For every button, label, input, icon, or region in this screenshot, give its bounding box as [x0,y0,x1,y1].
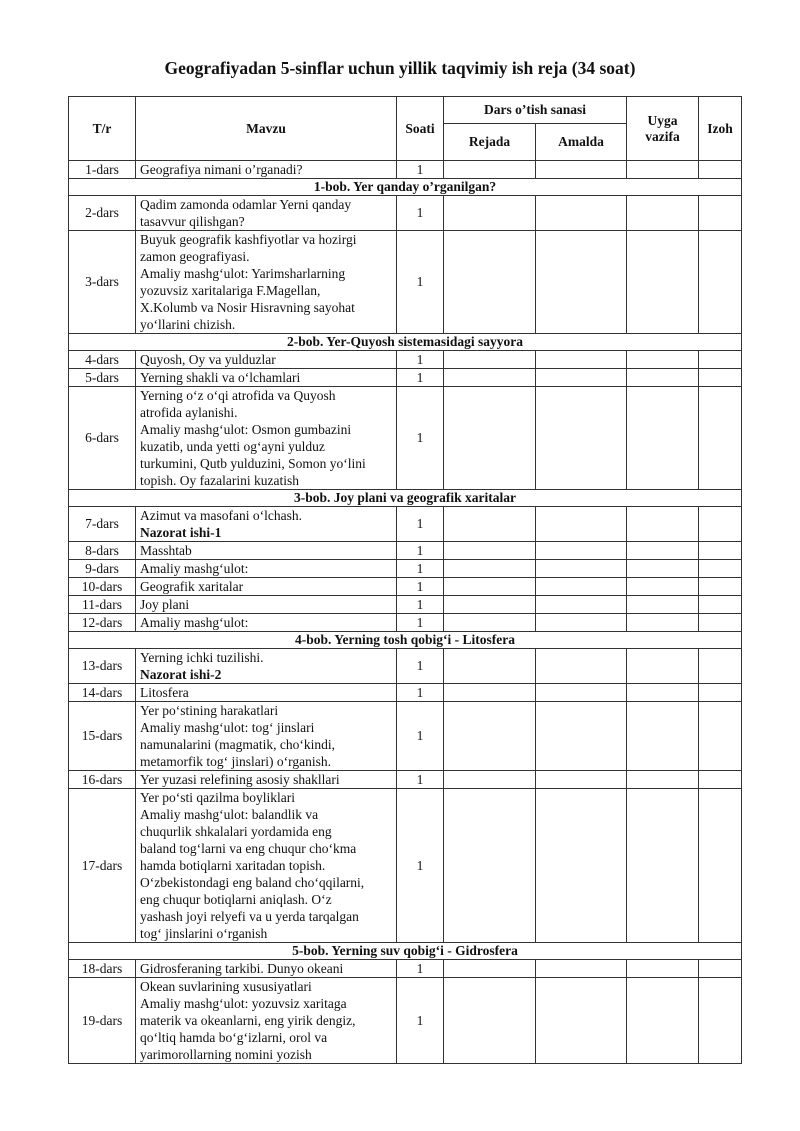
topic-line: yozuvsiz xaritalariga F.Magellan, [140,283,321,298]
topic-line: tog‘ jinslarini o‘rganish [140,926,268,941]
cell-uyga-vazifa [627,614,699,632]
topic-line: Yer po‘sti qazilma boyliklari [140,790,295,805]
lesson-topic [136,387,397,490]
cell-rejada [444,507,536,542]
lesson-topic [136,560,397,578]
topic-line: qo‘ltiq hamda bo‘g‘izlarni, orol va [140,1030,328,1045]
table-row [69,684,742,702]
cell-rejada [444,614,536,632]
cell-rejada [444,771,536,789]
cell-rejada [444,596,536,614]
topic-line: Gidrosferaning tarkibi. Dunyo okeani [140,961,344,976]
lesson-hours: 1 [397,387,444,490]
lesson-number: 4-dars [69,351,136,369]
topic-line: zamon geografiyasi. [140,249,250,264]
topic-line: Yer po‘stining harakatlari [140,703,279,718]
topic-line: Amaliy mashg‘ulot: [140,561,249,576]
topic-line: Quyosh, Oy va yulduzlar [140,352,276,367]
section-title: 3-bob. Joy plani va geografik xaritalar [69,490,742,507]
cell-izoh [699,542,742,560]
header-amalda: Amalda [536,124,627,161]
cell-uyga-vazifa [627,351,699,369]
lesson-hours: 1 [397,196,444,231]
header-dars-sanasi: Dars o’tish sanasi [444,97,627,124]
lesson-topic [136,196,397,231]
cell-amalda [536,702,627,771]
cell-uyga-vazifa [627,649,699,684]
cell-amalda [536,369,627,387]
topic-line: Amaliy mashg‘ulot: yozuvsiz xaritaga [140,996,347,1011]
table-row [69,387,742,490]
table-row [69,542,742,560]
lesson-hours: 1 [397,702,444,771]
cell-amalda [536,614,627,632]
lesson-number: 11-dars [69,596,136,614]
cell-uyga-vazifa [627,507,699,542]
lesson-topic [136,771,397,789]
lesson-topic [136,578,397,596]
cell-amalda [536,978,627,1064]
lesson-hours: 1 [397,542,444,560]
cell-uyga-vazifa [627,578,699,596]
lesson-hours: 1 [397,560,444,578]
cell-uyga-vazifa [627,161,699,179]
lesson-topic [136,978,397,1064]
section-title: 5-bob. Yerning suv qobig‘i - Gidrosfera [69,943,742,960]
lesson-number: 2-dars [69,196,136,231]
topic-line: atrofida aylanishi. [140,405,238,420]
table-row [69,507,742,542]
topic-line: Yerning ichki tuzilishi. [140,650,264,665]
cell-amalda [536,578,627,596]
topic-line: Masshtab [140,543,192,558]
cell-izoh [699,578,742,596]
lesson-hours: 1 [397,596,444,614]
lesson-hours: 1 [397,684,444,702]
lesson-hours: 1 [397,960,444,978]
cell-uyga-vazifa [627,771,699,789]
lesson-topic [136,789,397,943]
topic-line: yo‘llarini chizish. [140,317,236,332]
table-row [69,578,742,596]
table-row [69,614,742,632]
cell-amalda [536,560,627,578]
lesson-number: 14-dars [69,684,136,702]
table-body [69,161,742,1064]
cell-amalda [536,542,627,560]
cell-izoh [699,614,742,632]
lesson-number: 1-dars [69,161,136,179]
header-uyga-vazifa [627,97,699,161]
cell-izoh [699,560,742,578]
cell-izoh [699,684,742,702]
topic-line: Geografiya nimani o’rganadi? [140,162,303,177]
lesson-number: 18-dars [69,960,136,978]
topic-line: chuqurlik shkalalari yordamida eng [140,824,332,839]
cell-amalda [536,960,627,978]
topic-line: Litosfera [140,685,189,700]
control-work-label: Nazorat ishi-1 [140,525,222,540]
header-uyga-line-2: vazifa [645,128,680,144]
lesson-topic [136,369,397,387]
header-soati: Soati [397,97,444,161]
lesson-topic [136,684,397,702]
cell-rejada [444,196,536,231]
cell-amalda [536,649,627,684]
lesson-number: 8-dars [69,542,136,560]
lesson-number: 13-dars [69,649,136,684]
table-row [69,196,742,231]
lesson-number: 3-dars [69,231,136,334]
lesson-hours: 1 [397,771,444,789]
topic-line: Buyuk geografik kashfiyotlar va hozirgi [140,232,357,247]
lesson-topic [136,231,397,334]
section-title: 4-bob. Yerning tosh qobig‘i - Litosfera [69,632,742,649]
cell-izoh [699,789,742,943]
header-mavzu: Mavzu [136,97,397,161]
topic-line: metamorfik tog‘ jinslari) o‘rganish. [140,754,331,769]
topic-line: Amaliy mashg‘ulot: Osmon gumbazini [140,422,352,437]
section-row [69,632,742,649]
cell-amalda [536,771,627,789]
cell-amalda [536,231,627,334]
lesson-hours: 1 [397,369,444,387]
cell-uyga-vazifa [627,978,699,1064]
cell-rejada [444,649,536,684]
lesson-hours: 1 [397,614,444,632]
lesson-topic [136,614,397,632]
section-title: 1-bob. Yer qanday o’rganilgan? [69,179,742,196]
topic-line: Amaliy mashg‘ulot: tog‘ jinslari [140,720,315,735]
topic-line: Joy plani [140,597,190,612]
topic-line: X.Kolumb va Nosir Hisravning sayohat [140,300,355,315]
cell-izoh [699,387,742,490]
table-row [69,231,742,334]
cell-uyga-vazifa [627,231,699,334]
cell-izoh [699,702,742,771]
cell-izoh [699,960,742,978]
cell-amalda [536,789,627,943]
cell-izoh [699,978,742,1064]
cell-rejada [444,960,536,978]
cell-amalda [536,684,627,702]
lesson-topic [136,351,397,369]
topic-line: Yerning shakli va o‘lchamlari [140,370,301,385]
section-row [69,943,742,960]
cell-rejada [444,578,536,596]
topic-line: tasavvur qilishgan? [140,214,245,229]
lesson-topic [136,161,397,179]
section-row [69,490,742,507]
cell-uyga-vazifa [627,387,699,490]
cell-izoh [699,507,742,542]
cell-rejada [444,542,536,560]
cell-rejada [444,231,536,334]
cell-izoh [699,196,742,231]
section-row [69,334,742,351]
lesson-topic [136,542,397,560]
cell-amalda [536,507,627,542]
cell-uyga-vazifa [627,684,699,702]
cell-amalda [536,596,627,614]
lesson-number: 16-dars [69,771,136,789]
cell-amalda [536,351,627,369]
cell-uyga-vazifa [627,702,699,771]
table-row [69,789,742,943]
lesson-number: 10-dars [69,578,136,596]
topic-line: Yer yuzasi relefining asosiy shakllari [140,772,340,787]
lesson-number: 5-dars [69,369,136,387]
topic-line: O‘zbekistondagi eng baland cho‘qqilarni, [140,875,365,890]
lesson-number: 15-dars [69,702,136,771]
lesson-hours: 1 [397,507,444,542]
section-title: 2-bob. Yer-Quyosh sistemasidagi sayyora [69,334,742,351]
cell-uyga-vazifa [627,560,699,578]
table-row [69,649,742,684]
topic-line: Geografik xaritalar [140,579,244,594]
lesson-topic [136,649,397,684]
topic-line: Amaliy mashg‘ulot: [140,615,249,630]
table-row [69,161,742,179]
cell-rejada [444,560,536,578]
lesson-number: 12-dars [69,614,136,632]
cell-izoh [699,369,742,387]
topic-line: Amaliy mashg‘ulot: balandlik va [140,807,319,822]
cell-izoh [699,161,742,179]
topic-line: Okean suvlarining xususiyatlari [140,979,312,994]
lesson-number: 7-dars [69,507,136,542]
topic-line: baland tog‘larni va eng chuqur cho‘kma [140,841,357,856]
section-row [69,179,742,196]
topic-line: yarimorollarning nomini yozish [140,1047,312,1062]
lesson-hours: 1 [397,578,444,596]
cell-izoh [699,231,742,334]
lesson-hours: 1 [397,351,444,369]
cell-izoh [699,351,742,369]
lesson-number: 6-dars [69,387,136,490]
lesson-topic [136,702,397,771]
topic-line: kuzatib, unda yetti og‘ayni yulduz [140,439,325,454]
cell-uyga-vazifa [627,196,699,231]
header-izoh: Izoh [699,97,742,161]
topic-line: topish. Oy fazalarini kuzatish [140,473,299,488]
cell-rejada [444,789,536,943]
table-row [69,978,742,1064]
lesson-hours: 1 [397,231,444,334]
cell-uyga-vazifa [627,789,699,943]
lesson-hours: 1 [397,161,444,179]
table-row [69,596,742,614]
topic-line: turkumini, Qutb yulduzini, Somon yo‘lini [140,456,366,471]
cell-rejada [444,387,536,490]
header-rejada: Rejada [444,124,536,161]
topic-line: materik va okeanlarni, eng yirik dengiz, [140,1013,356,1028]
topic-line: eng chuqur botiqlarni aniqlash. O‘z [140,892,332,907]
lesson-number: 9-dars [69,560,136,578]
topic-line: Yerning o‘z o‘qi atrofida va Quyosh [140,388,336,403]
cell-uyga-vazifa [627,960,699,978]
lesson-hours: 1 [397,789,444,943]
table-row [69,560,742,578]
cell-amalda [536,161,627,179]
cell-amalda [536,387,627,490]
cell-izoh [699,596,742,614]
cell-rejada [444,978,536,1064]
lesson-topic [136,960,397,978]
control-work-label: Nazorat ishi-2 [140,667,222,682]
lesson-topic [136,507,397,542]
table-row [69,369,742,387]
cell-rejada [444,161,536,179]
topic-line: hamda botiqlarni xaritadan topish. [140,858,326,873]
cell-uyga-vazifa [627,369,699,387]
header-uyga-line-1: Uyga [647,112,678,128]
table-row [69,960,742,978]
header-tr: T/r [69,97,136,161]
lesson-topic [136,596,397,614]
topic-line: namunalarini (magmatik, cho‘kindi, [140,737,335,752]
lesson-plan-table [68,96,742,1064]
lesson-hours: 1 [397,649,444,684]
topic-line: Azimut va masofani o‘lchash. [140,508,302,523]
cell-rejada [444,684,536,702]
table-row [69,702,742,771]
table-row [69,351,742,369]
cell-rejada [444,351,536,369]
lesson-hours: 1 [397,978,444,1064]
cell-rejada [444,369,536,387]
topic-line: Amaliy mashg‘ulot: Yarimsharlarning [140,266,346,281]
cell-rejada [444,702,536,771]
cell-izoh [699,649,742,684]
topic-line: yashash joyi relyefi va u yerda tarqalgan [140,909,359,924]
lesson-number: 17-dars [69,789,136,943]
page-title: Geografiyadan 5-sinflar uchun yillik taqvimiy ish reja (34 soat) [164,58,636,78]
cell-uyga-vazifa [627,596,699,614]
table-row [69,771,742,789]
cell-uyga-vazifa [627,542,699,560]
lesson-number: 19-dars [69,978,136,1064]
topic-line: Qadim zamonda odamlar Yerni qanday [140,197,352,212]
cell-izoh [699,771,742,789]
cell-amalda [536,196,627,231]
